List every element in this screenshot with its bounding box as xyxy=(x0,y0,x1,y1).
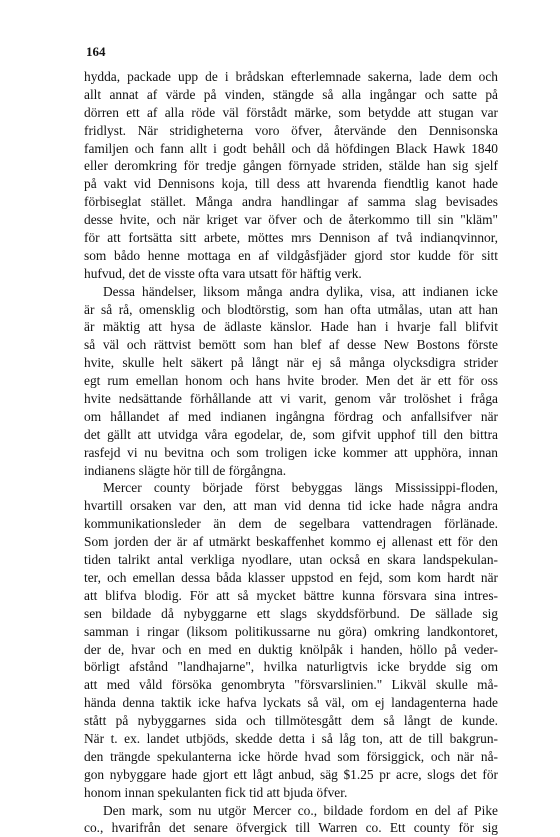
text-line: så väl och rättvist bemött som han blef af desse New Bostons förste xyxy=(84,337,498,353)
text-line: Mercer county började först bebyggas längs Mississippi-floden, xyxy=(103,480,498,496)
text-line: dörren ett af alla röde väl förstådt märke, som betydde att stugan var xyxy=(84,104,498,120)
text-line: Som jorden der är af utmärkt beskaffenhet kommo ej allenast ett för den xyxy=(84,534,498,550)
text-line: Dessa händelser, liksom många andra dylika, visa, att indianen icke xyxy=(103,283,498,299)
text-line: att med våld försöka genombryta "försvarslinien." Likväl skulle må- xyxy=(84,677,498,693)
text-line: den trängde spekulanterna icke hörde hvad som försiggick, och när nå- xyxy=(84,748,498,764)
text-line: börligt afstånd "landhajarne", hvilka naturligtvis icke brydde sig om xyxy=(84,659,498,675)
text-line: co., hvarifrån det senare öfvergick till Warren co. Ett county för sig xyxy=(84,820,498,836)
text-line: att blifva blodig. För att så mycket bättre kunna försvara sina intres- xyxy=(84,587,498,603)
text-line: det gällt att utvidga våra egodelar, de, som gifvit upphof till den bittra xyxy=(84,426,498,442)
text-line: hända denna taktik icke hafva lyckats så väl, om ej landagenterna hade xyxy=(84,695,498,711)
text-line: När t. ex. landet utbjöds, skedde detta i så låg ton, att de till bakgrun- xyxy=(84,730,498,746)
text-line: tiden talrikt antal verkliga nyodlare, utan också en skara landspekulan- xyxy=(84,552,498,568)
text-line: sen bildade då nybyggarne ett slags skyddsförbund. De sällade sig xyxy=(84,605,498,621)
body-text xyxy=(84,68,498,837)
text-line: der de, hvar och en med en duktig knölpåk i handen, höllo på veder- xyxy=(84,641,498,657)
text-line: som bådo henne mottaga en af vildgåsfjäder gjord stor kudde för sitt xyxy=(84,247,498,263)
text-line: ter, och emellan dessa båda klasser uppstod en fejd, som kom hardt när xyxy=(84,569,498,585)
text-line: gon nybyggare hade gjort ett lågt anbud, säg $1.25 pr acre, slogs det för xyxy=(84,766,498,782)
text-line: honom innan spekulanten fick tid att bjuda öfver. xyxy=(84,784,348,800)
text-line: hvite nedsättande förhållande att vi varit, genom vår trolöshet i fråga xyxy=(84,391,498,407)
text-line: kommunikationsleder än dem de segelbara vattendragen förlänade. xyxy=(84,516,498,532)
text-line: samman i ringar (liksom politikussarne nu göra) omkring landkontoret, xyxy=(84,623,498,639)
text-line: hydda, packade upp de i brådskan efterlemnade sakerna, lade dem och xyxy=(84,69,498,84)
text-line: är så rå, omensklig och blodtörstig, som han ofta utmålas, utan att han xyxy=(84,301,498,317)
text-line: hvartill orsaken var den, att man vid denna tid icke hade några andra xyxy=(84,498,498,514)
text-line: familjen och fann allt i godt behåll och då höfdingen Black Hawk 1840 xyxy=(84,140,498,156)
text-line: är mäktig att hysa de ädlaste känslor. Hade han i hvarje fall blifvit xyxy=(84,319,498,335)
text-line: förbiseglat stället. Många andra handlingar af samma slag bevisades xyxy=(84,194,498,210)
text-line: för att fortsätta sitt arbete, möttes mrs Dennison af två indianqvinnor, xyxy=(84,230,498,246)
text-line: hvite, skulle helt säkert på långt när ej så många olycksdigra strider xyxy=(84,355,498,371)
text-line: indianens slägte hör till de förgångna. xyxy=(84,462,287,478)
text-line: stått på nybyggarnes sida och tillmötesgått dem så långt de kunde. xyxy=(84,713,498,729)
text-line: allt annat af värde på vinden, stängde så alla ingångar och satte på xyxy=(84,86,498,102)
text-line: eller deromkring för tredje gången förnyade striden, stälde han sig sjelf xyxy=(84,158,498,174)
text-line: hufvud, det de visste ofta vara utsatt för häftig verk. xyxy=(84,265,362,281)
text-line: Den mark, som nu utgör Mercer co., bildade fordom en del af Pike xyxy=(103,802,498,818)
text-line: rasfejd vi nu bevitna och som troligen icke kommer att upphöra, innan xyxy=(84,444,498,460)
text-line: desse hvite, och när kriget var öfver och de återkommo till sin "kläm" xyxy=(84,212,498,228)
page-number: 164 xyxy=(86,44,106,59)
text-line: egt rum emellan honom och hans hvite broder. Men det är ett för oss xyxy=(84,373,498,389)
text-line: om hållandet af med indianen ingångna fördrag och anfallsifver när xyxy=(84,408,498,424)
text-line: fridlyst. När stridigheterna voro öfver, återvände den Dennisonska xyxy=(84,122,498,138)
text-line: på vakt vid Dennisons koja, till dess att hvarenda fiendtlig kanot hade xyxy=(84,176,498,192)
